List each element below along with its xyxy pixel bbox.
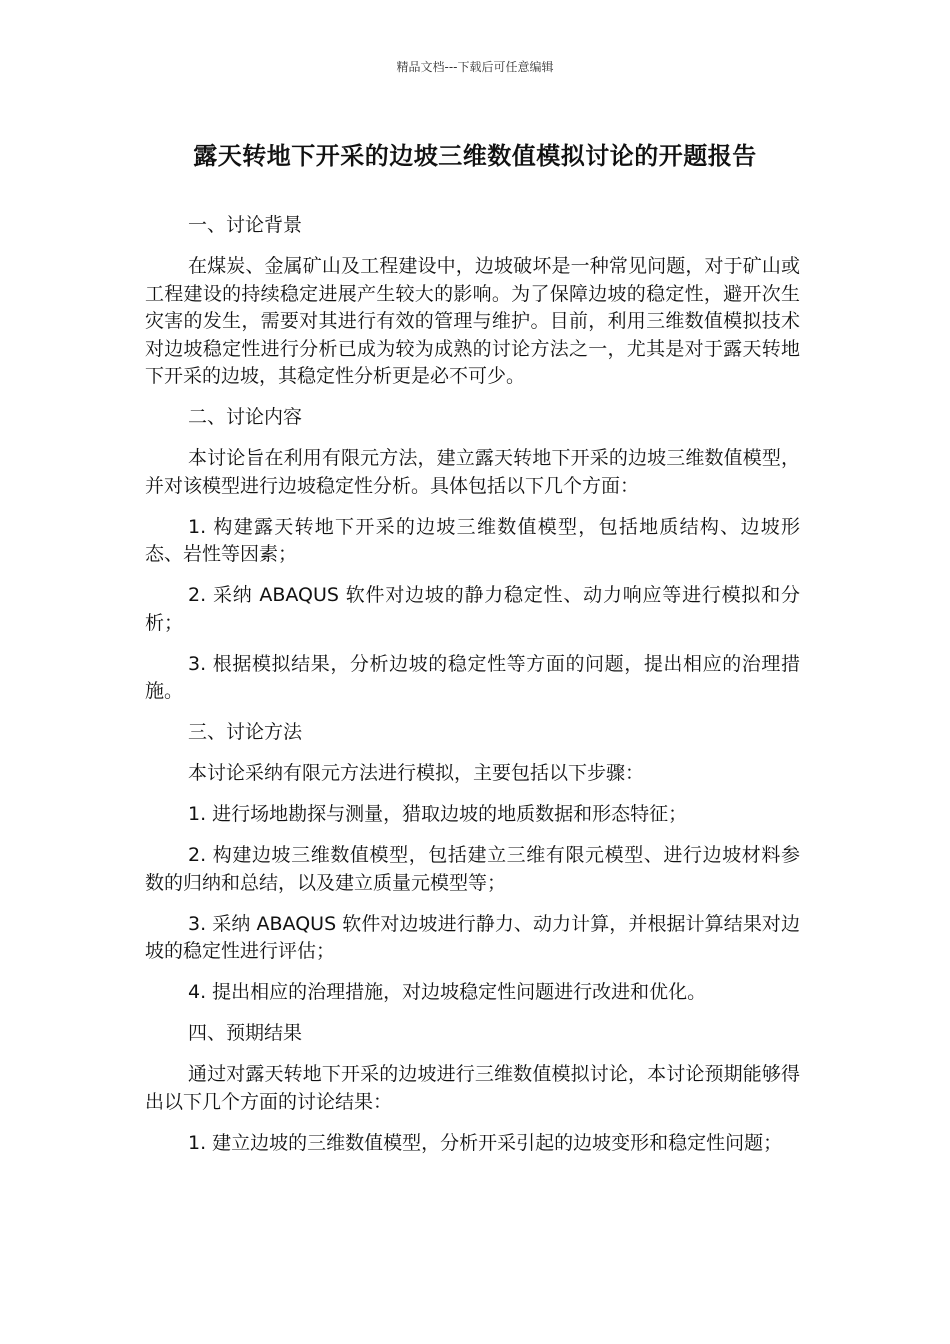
list-item: 2. 采纳 ABAQUS 软件对边坡的静力稳定性、动力响应等进行模拟和分析；: [145, 584, 800, 634]
paragraph-content-intro: 本讨论旨在利用有限元方法，建立露天转地下开采的边坡三维数值模型，并对该模型进行边坡稳定性分析。具体包括以下几个方面：: [145, 447, 800, 497]
list-item: 1. 建立边坡的三维数值模型，分析开采引起的边坡变形和稳定性问题；: [188, 1131, 783, 1154]
list-item: 4. 提出相应的治理措施，对边坡稳定性问题进行改进和优化。: [188, 981, 707, 1003]
list-item: 1. 构建露天转地下开采的边坡三维数值模型，包括地质结构、边坡形态、岩性等因素；: [145, 515, 800, 565]
document-body: [145, 212, 800, 1171]
paragraph-background: 在煤炭、金属矿山及工程建设中，边坡破坏是一种常见问题，对于矿山或工程建设的持续稳定进展产生较大的影响。为了保障边坡的稳定性，避开次生灾害的发生，需要对其进行有效的管理与维护。目前，利用三维数值模拟技术对边坡稳定性进行分析已成为较为成熟的讨论方法之一，尤其是对于露天转地下开采的边坡，其稳定性分析更是必不可少。: [145, 255, 800, 387]
section-heading-expected-results: 四、预期结果: [188, 1022, 303, 1044]
section-heading-background: 一、讨论背景: [188, 214, 303, 236]
list-item: 1. 进行场地勘探与测量，猎取边坡的地质数据和形态特征；: [188, 803, 688, 825]
document-title: 露天转地下开采的边坡三维数值模拟讨论的开题报告: [193, 142, 757, 170]
paragraph-results-intro: 通过对露天转地下开采的边坡进行三维数值模拟讨论，本讨论预期能够得出以下几个方面的讨论结果：: [145, 1063, 800, 1113]
list-item: 3. 采纳 ABAQUS 软件对边坡进行静力、动力计算，并根据计算结果对边坡的稳定性进行评估；: [145, 912, 800, 962]
list-item: 2. 构建边坡三维数值模型，包括建立三维有限元模型、进行边坡材料参数的归纳和总结，以及建立质量元模型等；: [145, 844, 800, 894]
page-watermark: 精品文档---下载后可任意编辑: [396, 60, 554, 74]
section-heading-method: 三、讨论方法: [188, 721, 303, 743]
list-item: 3. 根据模拟结果，分析边坡的稳定性等方面的问题，提出相应的治理措施。: [145, 652, 800, 702]
paragraph-method-intro: 本讨论采纳有限元方法进行模拟，主要包括以下步骤：: [188, 762, 645, 784]
section-heading-content: 二、讨论内容: [188, 406, 303, 428]
